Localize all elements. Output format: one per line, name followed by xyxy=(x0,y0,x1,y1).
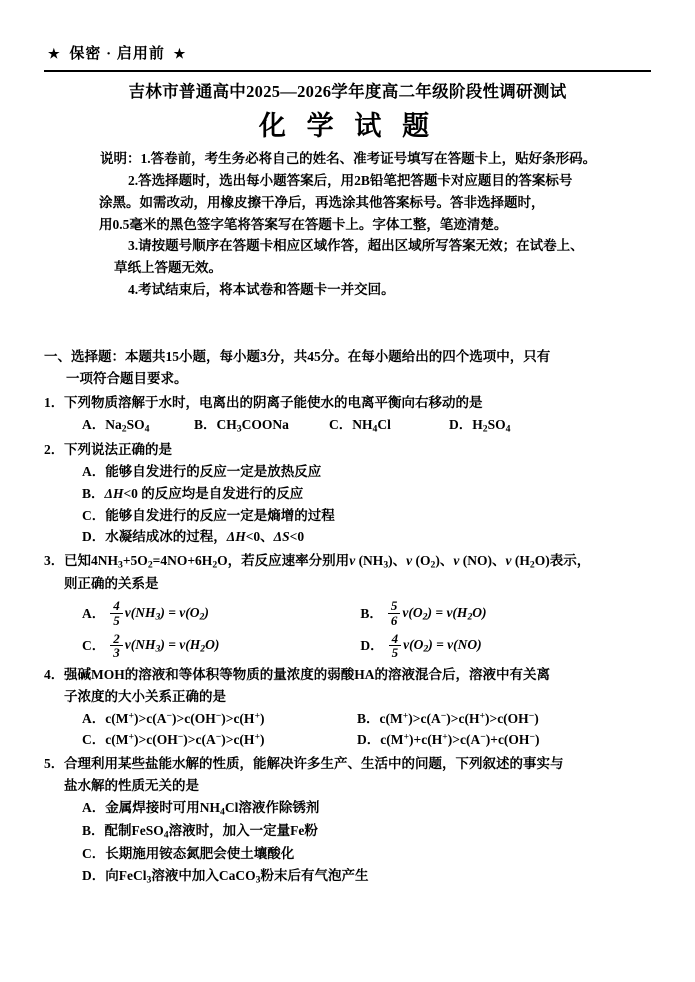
instruction-3-text-a: 3.请按题号顺序在答题卡相应区域作答，超出区域所写答案无效；在试卷上、 xyxy=(128,238,584,254)
option-b[interactable]: B．$CH_3COONa$ xyxy=(194,416,289,435)
option-b-label: B． xyxy=(360,605,383,621)
question-4-stem-text: 强碱MOH的溶液和等体积等物质的量浓度的弱酸HA的溶液混合后，溶液中有关离 xyxy=(64,666,550,682)
question-2-number: 2． xyxy=(44,442,65,458)
option-b-expr: $v(O_2) = v(H_2O)$ xyxy=(402,604,487,623)
question-5-number: 5． xyxy=(44,756,65,772)
question-3-number: 3． xyxy=(44,553,65,569)
option-c-expr: $v(NH_3) = v(H_2O)$ xyxy=(124,637,220,655)
question-list xyxy=(44,392,659,890)
question-3-options-row-2 xyxy=(82,632,659,660)
question-5-stem-cont: 盐水解的性质无关的是 xyxy=(64,778,199,794)
instruction-3-text-b: 草纸上答题无效。 xyxy=(114,260,222,276)
option-c-label: C． xyxy=(82,637,106,653)
option-d[interactable] xyxy=(360,632,481,660)
instruction-item-4: 4.考试结束后，将本试卷和答题卡一并交回。 xyxy=(128,282,395,298)
fraction-2-3: $\frac{2}{3}$ xyxy=(110,632,123,660)
section-heading xyxy=(44,346,654,389)
question-2-stem-text: 下列说法正确的是 xyxy=(64,442,172,458)
question-5-stem-text: 合理利用某些盐能水解的性质，能解决许多生产、生活中的问题，下列叙述的事实与 xyxy=(64,756,564,772)
fraction-4-5: $\frac{4}{5}$ xyxy=(110,599,123,627)
subject-title: 化 学 试 题 xyxy=(258,111,437,141)
option-a-expr: $v(NH_3) = v(O_2)$ xyxy=(124,604,209,623)
option-a-label: A． xyxy=(82,605,106,621)
instruction-2-text-b: 涂黑。如需改动，用橡皮擦干净后，再选涂其他答案标号。答非选择题时， xyxy=(99,194,545,210)
question-2-stem xyxy=(44,439,659,461)
option-c[interactable]: C．c(M+)>c(OH−)>c(A−)>c(H+) xyxy=(82,732,265,748)
question-3-options-row-1 xyxy=(82,599,659,627)
question-4 xyxy=(44,664,659,751)
instruction-item-3 xyxy=(114,235,651,279)
question-5-stem xyxy=(44,753,659,775)
question-3-stem-cont: 则正确的关系是 xyxy=(64,576,159,592)
star-icon: ★ xyxy=(48,46,61,61)
option-d-label: D． xyxy=(360,637,384,653)
header-divider xyxy=(44,70,651,72)
question-4-options-row-2 xyxy=(82,729,659,751)
option-b[interactable]: B．ΔH<0 的反应均是自发进行的反应 xyxy=(82,485,304,501)
option-a[interactable]: A．能够自发进行的反应一定是放热反应 xyxy=(82,463,322,479)
option-d[interactable]: D．$H_2SO_4$ xyxy=(449,416,511,435)
option-d[interactable]: D．c(M+)+c(H+)>c(A−)+c(OH−) xyxy=(357,732,540,748)
option-b[interactable]: B．c(M+)>c(A−)>c(H+)>c(OH−) xyxy=(357,710,539,726)
confidential-label: 保密 · 启用前 xyxy=(69,46,165,62)
question-4-stem-cont: 子浓度的大小关系正确的是 xyxy=(64,688,226,704)
option-b[interactable]: B．配制FeSO$_4$溶液时，加入一定量Fe粉 xyxy=(82,823,318,841)
question-4-number: 4． xyxy=(44,666,65,682)
option-c[interactable] xyxy=(82,632,357,660)
option-b[interactable] xyxy=(360,599,486,627)
question-4-options-row-1 xyxy=(82,708,659,730)
section-heading-line-1: 一、选择题：本题共15小题，每小题3分，共45分。在每小题给出的四个选项中，只有 xyxy=(44,349,551,364)
page-title: 吉林市普通高中2025—2026学年度高二年级阶段性调研测试 xyxy=(128,82,567,101)
instruction-2-text-c: 用0.5毫米的黑色签字笔将答案写在答题卡上。字体工整，笔迹清楚。 xyxy=(99,216,508,232)
instruction-item-1 xyxy=(100,148,651,170)
option-a[interactable]: A．c(M+)>c(A−)>c(OH−)>c(H+) xyxy=(82,710,265,726)
question-1-number: 1． xyxy=(44,395,65,410)
question-1-options xyxy=(82,414,659,437)
question-2 xyxy=(44,439,659,548)
question-1-stem xyxy=(44,392,659,414)
option-c[interactable]: C．$NH_4Cl$ xyxy=(329,416,391,435)
instructions-block xyxy=(44,148,651,301)
instructions-label: 说明： xyxy=(100,151,141,166)
question-5 xyxy=(44,753,659,888)
fraction-5-6: $\frac{5}{6}$ xyxy=(388,599,401,627)
option-d-expr: $v(O_2) = v(NO)$ xyxy=(403,637,482,655)
fraction-4-5: $\frac{4}{5}$ xyxy=(389,632,402,660)
instruction-2-text-a: 2.答选择题时，选出每小题答案后，用2B铅笔把答题卡对应题目的答案标号 xyxy=(128,172,573,188)
option-a[interactable] xyxy=(82,599,357,627)
section-heading-line-2: 一项符合题目要求。 xyxy=(66,370,188,386)
confidential-banner xyxy=(44,42,190,63)
instruction-item-2 xyxy=(99,170,651,236)
question-3 xyxy=(44,550,659,660)
question-3-stem: 3．已知$4NH_3+5O_2=4NO+6H_2O$，若反应速率分别用v $(NH_3)$、v $(O_2)$、v (NO)、v $(H_2O)$表示， xyxy=(44,550,659,573)
option-a[interactable]: A．金属焊接时可用$NH_4Cl$溶液作除锈剂 xyxy=(82,800,320,818)
instruction-1-text: 1.答卷前，考生务必将自己的姓名、准考证号填写在答题卡上，贴好条形码。 xyxy=(140,151,597,166)
option-d[interactable]: D．向FeCl$_3$溶液中加入CaCO$_3$粉末后有气泡产生 xyxy=(82,868,369,886)
question-1 xyxy=(44,392,659,437)
option-a[interactable]: A．$Na_2SO_4$ xyxy=(82,416,150,435)
option-c[interactable]: C．能够自发进行的反应一定是熵增的过程 xyxy=(82,507,335,523)
star-icon: ★ xyxy=(173,46,187,61)
option-d[interactable]: D．水凝结成冰的过程，ΔH<0、ΔS<0 xyxy=(82,529,305,545)
question-1-stem-text: 下列物质溶解于水时，电离出的阴离子能使水的电离平衡向右移动的是 xyxy=(64,395,483,410)
question-4-stem xyxy=(44,664,659,686)
option-c[interactable]: C．长期施用铵态氮肥会使土壤酸化 xyxy=(82,846,295,862)
